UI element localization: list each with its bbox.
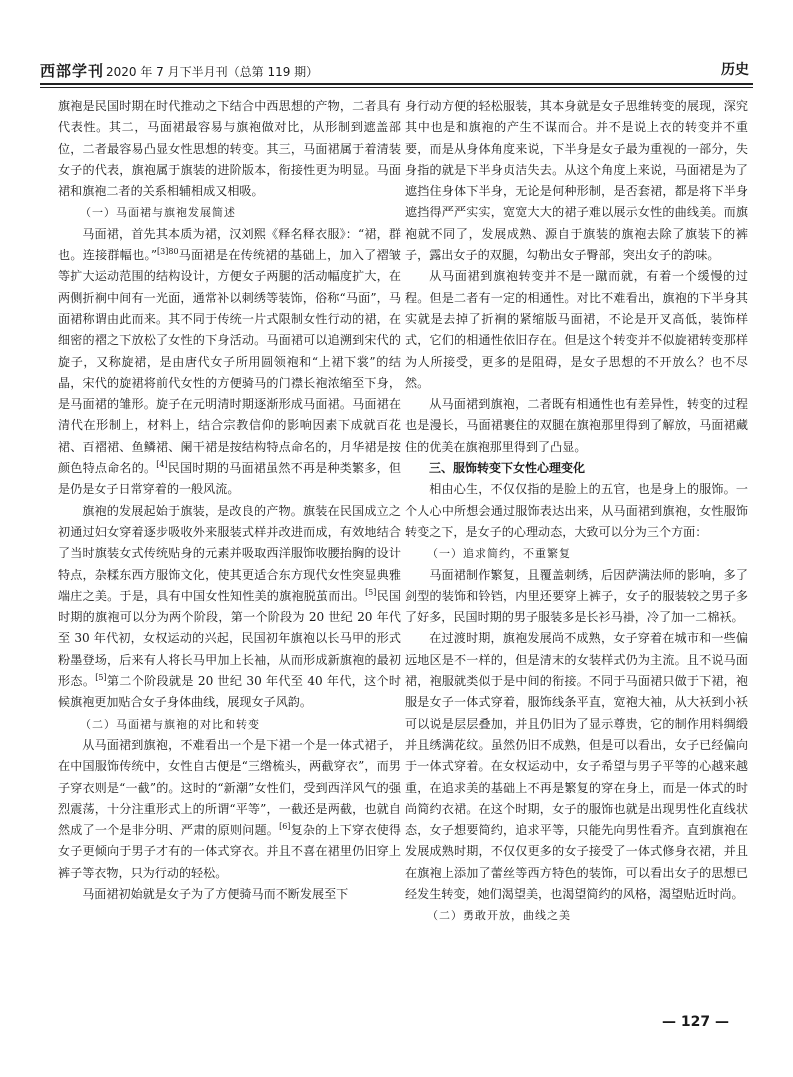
right-column [405, 96, 748, 927]
section-label: 历史 [721, 62, 749, 78]
text-run: 第二个阶段就是 20 世纪 30 年代至 40 年代，这个时候旗袍更加贴合女子身体曲线，展现女子风韵。 [58, 674, 401, 710]
text-run: 旗袍的发展起始于旗装，是改良的产物。旗装在民国成立之初通过妇女穿着逐步吸收外来服装式样并改进而成，有效地结合了当时旗装女式传统贴身的元素并吸取西洋服饰收腰抬胸的设计特点，杂糅东西方服饰文化，使其更适合东方现代女性突显典雅端庄之美。于是，具有中国女性知性美的旗袍脱茧而出。 [58, 503, 401, 603]
left-column [58, 96, 401, 905]
header-rule-thin [40, 87, 753, 88]
citation: [6] [279, 822, 291, 832]
issue-info: 2020 年 7 月下半月刊（总第 119 期） [106, 65, 319, 79]
text-run: 复杂的上下穿衣使得女子更倾向于男子才有的一体式穿衣。并且不喜在裙里仍旧穿上裤子等衣物，只为行动的轻松。 [58, 823, 401, 880]
paragraph: 马面裙初始就是女子为了方便骑马而不断发展至下 [82, 886, 349, 901]
paragraph: 在过渡时期，旗袍发展尚不成熟，女子穿着在城市和一些偏远地区是不一样的，但是清末的女装样式仍为主流。且不说马面裙，袍服就类似于是中间的衔接。不同于马面裙只做于下裙，袍服是女子一体式穿着，服饰线条平直，宽袍大袖，从大袄到小袄可以说是层层叠加，并且仍旧为了显示尊贵，它的制作用料绸缎并且绣满花纹。虽然仍旧不成熟，但是可以看出，女子已经偏向于一体式穿着。在女权运动中，女子希望与男子平等的心越来越重，在追求美的基础上不再是繁复的穿在身上，而是一体式的时尚简约衣裙。在这个时期，女子的服饰也就是出现男性化直线状态，女子想要简约，追求平等，只能先向男性看齐。直到旗袍在发展成熟时期，不仅仅更多的女子接受了一体式修身衣裙，并且在旗袍上添加了蕾丝等西方特色的装饰，可以看出女子的思想已经发生转变，她们渴望美，也渴望简约的风格，渴望贴近时尚。 [405, 631, 748, 901]
header-rule-thick [40, 83, 753, 85]
section-heading: 三、服饰转变下女性心理变化 [429, 461, 586, 476]
subsection-heading: （一）马面裙与旗袍发展简述 [80, 206, 236, 220]
citation: [5] [95, 672, 107, 682]
text-run: 民国时期的马面裙虽然不再是种类繁多，但是仍是女子日常穿着的一般风流。 [58, 461, 401, 497]
journal-title [40, 60, 318, 81]
citation: [4] [156, 460, 168, 470]
paragraph: 旗袍是民国时期在时代推动之下结合中西思想的产物，二者具有代表性。其二，马面裙最容易与旗袍做对比，从形制到遮盖部位，二者最容易凸显女性思想的转变。其三，马面裙属于着清装女子的代表，旗袍属于旗装的进阶版本，衔接性更为明显。马面裙和旗袍二者的关系相辅相成又相吸。 [58, 99, 401, 199]
paragraph: 相由心生，不仅仅指的是脸上的五官，也是身上的服饰。一个人心中所想会通过服饰表达出来，从马面裙到旗袍，女性服饰转变之下，是女子的心理动态，大致可以分为三个方面： [405, 482, 748, 539]
subsection-heading: （二）勇敢开放，曲线之美 [427, 909, 571, 923]
citation: [5] [365, 587, 377, 597]
text-run: 从马面裙到旗袍，不难看出一个是下裙一个是一体式裙子，在中国服饰传统中，女性自古便是“三绺梳头，两截穿衣”，而男子穿衣则是“一截”的。这时的“新潮”女性们，受到西洋风气的强烈震荡，十分注重形式上的所谓“平等”，一截还是两截，也就自然成了一个是非分明、严肃的原则问题。 [58, 737, 401, 838]
text-run: 马面裙是在传统裙的基础上，加入了褶皱等扩大运动范围的结构设计，方便女子两腿的活动幅度扩大，在两侧折裥中间有一光面，通常补以刺绣等装饰，俗称“马面”，马面裙称谓由此而来。其不同于传统一片式限制女性行动的裙，在细密的褶之下放松了女性的下身活动。马面裙可以追溯到宋代的旋子，又称旋裙，是由唐代女子所用圆领袍和“上裙下裳”的结晶，宋代的旋裙将前代女性的方便骑马的门襟长袍浓缩至下身，是马面裙的雏形。旋子在元明清时期逐渐形成马面裙。马面裙在清代在形制上，材料上，结合宗教信仰的影响因素下成就百花裙、百褶裙、鱼鳞裙、阑干裙是按结构特点命名的，月华裙是按颜色特点命名的。 [58, 248, 401, 476]
paragraph [58, 501, 401, 714]
subsection-heading: （一）追求简约，不重繁复 [427, 547, 571, 561]
text-run: 马面裙，首先其本质为裙，汉刘熙《释名释衣服》：“裙，群也。连接群幅也。” [58, 226, 401, 263]
page-header [40, 56, 753, 84]
subsection-heading: （二）马面裙与旗袍的对比和转变 [80, 717, 260, 731]
page-number: — 127 — [662, 1014, 729, 1030]
text-run: 民国时期的旗袍可以分为两个阶段，第一个阶段为 20 世纪 20 年代至 30 年代初，女权运动的兴起，民国初年旗袍以长马甲的形式粉墨登场，后来有人将长马甲加上长袖，从而形成新旗袍的最初形态。 [58, 588, 401, 689]
paragraph [58, 224, 401, 501]
paragraph: 从马面裙到旗袍，二者既有相通性也有差异性，转变的过程也是漫长，马面裙裹住的双腿在旗袍那里得到了解放，马面裙藏住的优美在旗袍那里得到了凸显。 [405, 397, 748, 454]
citation: [3]80 [157, 247, 179, 257]
paragraph: 从马面裙到旗袍转变并不是一蹴而就，有着一个缓慢的过程。但是二者有一定的相通性。对比不难看出，旗袍的下半身其实就是去掉了折裥的紧缩版马面裙，不论是开叉高低，装饰样式，它们的相通性依旧存在。但是这个转变并不似旋裙转变那样为人所接受，更多的是阻碍，是女子思想的不开放么？也不尽然。 [405, 269, 748, 390]
paragraph: 马面裙制作繁复，且覆盖刺绣，后因萨满法师的影响，多了剑型的装饰和铃铛，内里还要穿上裤子，女子的服装较之男子多了好多，民国时期的男子服装多是长衫马褂，冷了加一二棉袄。 [405, 567, 748, 625]
paragraph [58, 735, 401, 884]
journal-name: 西部学刊 [40, 62, 105, 80]
paragraph: 身行动方便的轻松服装，其本身就是女子思维转变的展现，深究其中也是和旗袍的产生不谋而合。并不是说上衣的转变并不重要，而是从身体角度来说，下半身是女子最为重视的一部分，失身指的就是下半身贞洁失去。从这个角度上来说，马面裙是为了遮挡住身体下半身，无论是何种形制，是否套裙，都是将下半身遮挡得严严实实，宽宽大大的裙子难以展示女性的曲线美。而旗袍就不同了，发展成熟、源自于旗装的旗袍去除了旗装下的裤子，露出女子的双腿，勾勒出女子臀部，突出女子的韵味。 [405, 99, 748, 263]
